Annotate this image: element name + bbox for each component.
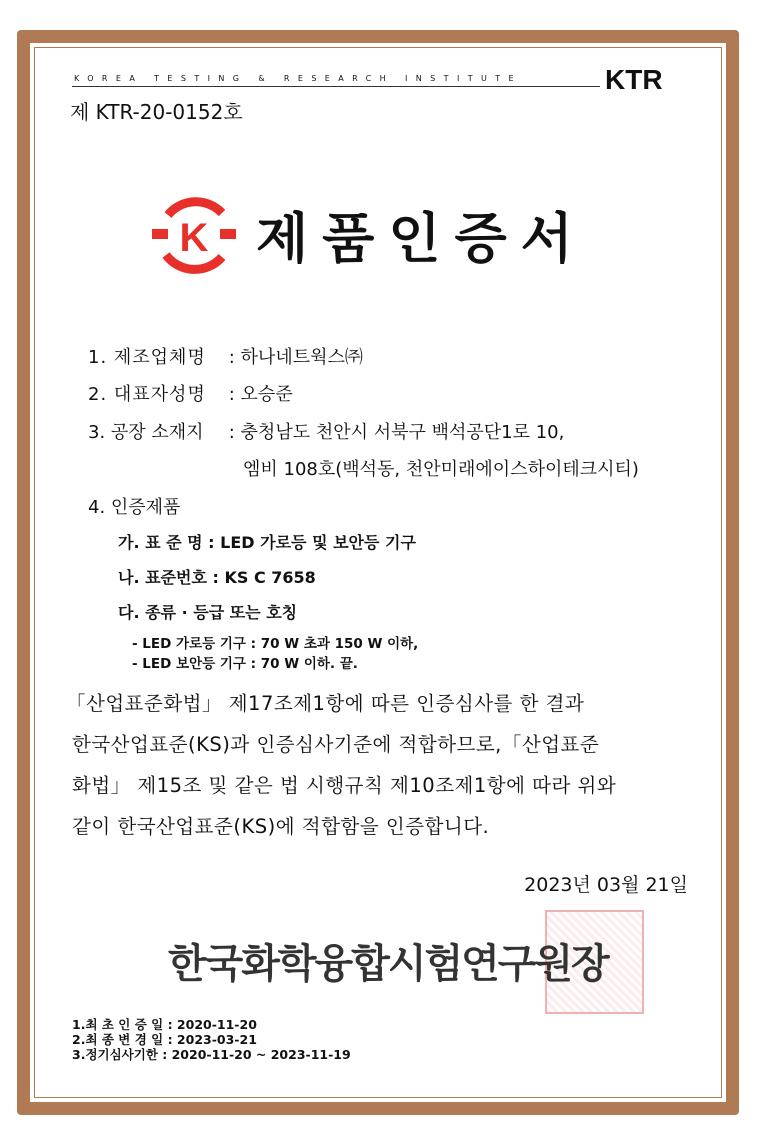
institute-name: KOREA TESTING & RESEARCH INSTITUTE: [74, 74, 522, 83]
certificate-number: 제 KTR-20-0152호: [70, 100, 243, 124]
item-label: 1. 제조업체명: [88, 347, 206, 368]
item-value: 하나네트웍스㈜: [240, 347, 363, 368]
item-manufacturer: [88, 343, 363, 369]
footer-last-change-date: 2.최 종 변 경 일 : 2023-03-21: [72, 1032, 257, 1047]
body-line: 화법」 제15조 및 같은 법 시행규칙 제10조제1항에 따라 위와: [72, 774, 617, 797]
item-sep: :: [228, 422, 235, 443]
item-certified-product: 4. 인증제품: [88, 497, 181, 518]
standard-name: 가. 표 준 명 : LED 가로등 및 보안등 기구: [118, 533, 416, 552]
issuer-name: 한국화학융합시험연구원장: [168, 941, 608, 987]
type-grade-label: 다. 종류 · 등급 또는 호칭: [118, 603, 298, 622]
footer-audit-period: 3.정기심사기한 : 2020-11-20 ~ 2023-11-19: [72, 1047, 351, 1062]
issue-date: 2023년 03월 21일: [524, 874, 688, 896]
body-line: 「산업표준화법」 제17조제1항에 따른 인증심사를 한 결과: [66, 692, 585, 715]
footer-first-cert-date: 1.최 초 인 증 일 : 2020-11-20: [72, 1017, 257, 1032]
item-factory-address: [88, 418, 564, 444]
ks-letter: K: [179, 216, 209, 260]
item-value: 오승준: [240, 384, 293, 405]
type-item: - LED 가로등 기구 : 70 W 초과 150 W 이하,: [132, 636, 419, 652]
header-rule: [72, 86, 600, 87]
item-value: 충청남도 천안시 서북구 백석공단1로 10,: [240, 422, 565, 443]
item-label: 3. 공장 소재지: [88, 422, 204, 443]
ks-mark-icon: [150, 193, 238, 277]
document-title: 제품인증서: [256, 207, 587, 270]
body-line: 같이 한국산업표준(KS)에 적합함을 인증합니다.: [72, 815, 490, 838]
item-sep: :: [228, 347, 235, 368]
item-sep: :: [228, 384, 235, 405]
body-line: 한국산업표준(KS)과 인증심사기준에 적합하므로,「산업표준: [72, 733, 600, 756]
item-label: 2. 대표자성명: [88, 384, 206, 405]
item-address-line2: 엠비 108호(백석동, 천안미래에이스하이테크시티): [243, 459, 639, 480]
type-item: - LED 보안등 기구 : 70 W 이하. 끝.: [132, 656, 358, 672]
standard-number: 나. 표준번호 : KS C 7658: [118, 568, 316, 587]
item-representative: [88, 380, 293, 406]
ktr-logo: KTR: [605, 64, 663, 95]
